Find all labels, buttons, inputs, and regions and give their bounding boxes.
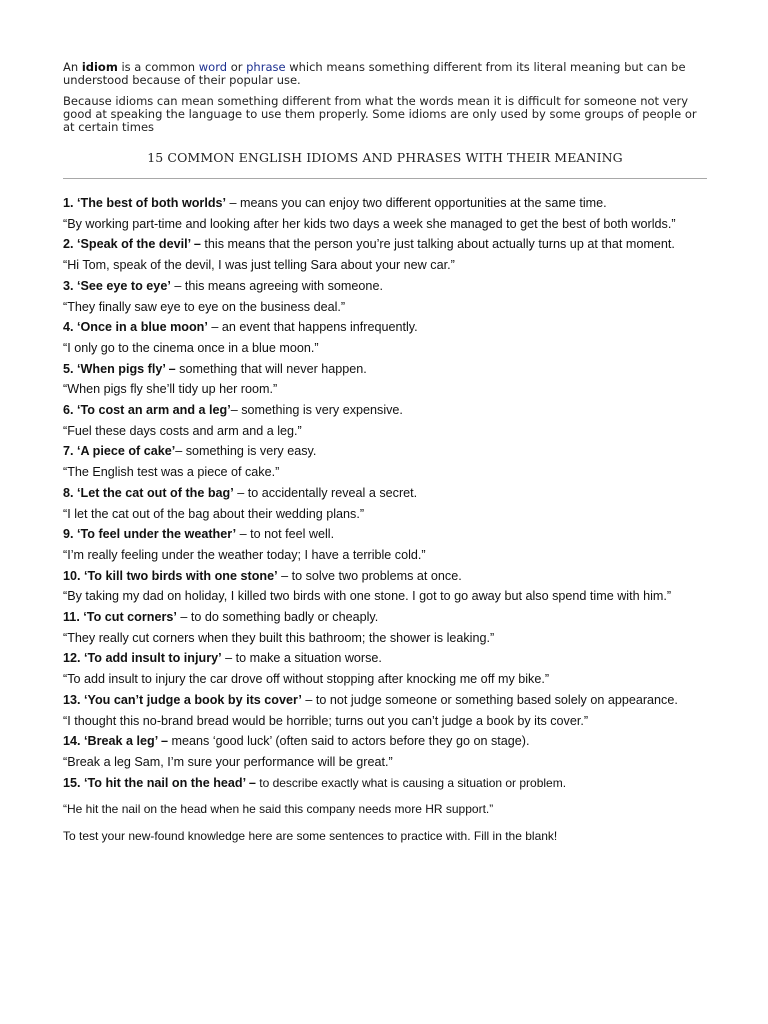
idiom-entry — [63, 441, 705, 462]
idiom-entry — [63, 483, 705, 504]
idiom-phrase: 5. ‘When pigs fly’ – — [63, 361, 176, 376]
intro-text: is a common — [117, 60, 199, 74]
idiom-example: “They really cut corners when they built this bathroom; the shower is leaking.” — [63, 630, 495, 645]
idiom-example: “When pigs fly she’ll tidy up her room.” — [63, 382, 278, 397]
idiom-meaning: means ‘good luck’ (often said to actors before they go on stage). — [168, 734, 530, 749]
idiom-entry — [63, 773, 705, 794]
idiom-example: “He hit the nail on the head when he said this company needs more HR support.” — [63, 802, 494, 817]
idiom-phrase: 10. ‘To kill two birds with one stone’ — [63, 568, 278, 583]
idiom-entry — [63, 731, 705, 752]
idiom-phrase: 7. ‘A piece of cake’ — [63, 444, 176, 459]
idiom-phrase: 13. ‘You can’t judge a book by its cover’ — [63, 692, 302, 707]
idiom-meaning: – to solve two problems at once. — [277, 568, 462, 583]
idiom-entry — [63, 607, 705, 628]
idiom-entry — [63, 566, 705, 587]
idiom-meaning: to describe exactly what is causing a situation or problem. — [255, 775, 567, 790]
idiom-phrase: 15. ‘To hit the nail on the head’ – — [63, 775, 256, 790]
idiom-meaning: – to accidentally reveal a secret. — [233, 485, 418, 500]
idiom-meaning: – means you can enjoy two different opportunities at the same time. — [226, 196, 607, 210]
idiom-meaning: something that will never happen. — [175, 361, 367, 376]
idiom-example: “To add insult to injury the car drove off without stopping after knocking me off my bike.” — [63, 672, 550, 687]
idiom-entry — [63, 276, 705, 297]
intro-text: or — [227, 60, 247, 74]
idiom-entry — [63, 400, 705, 421]
idiom-phrase: 3. ‘See eye to eye’ — [63, 278, 171, 293]
page-title: 15 COMMON ENGLISH IDIOMS AND PHRASES WITH THEIR MEANING — [147, 150, 623, 165]
idiom-meaning: – an event that happens infrequently. — [207, 320, 418, 335]
idiom-phrase: 4. ‘Once in a blue moon’ — [63, 320, 208, 335]
idiom-list — [63, 193, 705, 847]
idiom-entry — [63, 193, 705, 214]
idiom-example: “Break a leg Sam, I’m sure your performance will be great.” — [63, 754, 393, 769]
idiom-example: “Hi Tom, speak of the devil, I was just telling Sara about your new car.” — [63, 258, 455, 273]
practice-instruction: To test your new-found knowledge here are some sentences to practice with. Fill in the blank! — [63, 829, 558, 844]
idiom-entry — [63, 690, 705, 711]
idiom-example: “I let the cat out of the bag about their wedding plans.” — [63, 506, 365, 521]
idiom-phrase: 1. ‘The best of both worlds’ — [63, 196, 227, 210]
intro-term-idiom: idiom — [81, 60, 118, 74]
link-phrase[interactable]: phrase — [246, 60, 286, 74]
idiom-phrase: 6. ‘To cost an arm and a leg’ — [63, 403, 231, 418]
idiom-phrase: 8. ‘Let the cat out of the bag’ — [63, 485, 234, 500]
idiom-example: “By working part-time and looking after her kids two days a week she managed to get the best of both worlds.” — [63, 216, 676, 231]
idiom-phrase: 12. ‘To add insult to injury’ — [63, 651, 222, 666]
idiom-meaning: – to do something badly or cheaply. — [176, 610, 379, 625]
link-word[interactable]: word — [198, 60, 228, 74]
idiom-phrase: 2. ‘Speak of the devil’ – — [63, 237, 201, 252]
idiom-example: “The English test was a piece of cake.” — [63, 465, 280, 480]
intro-paragraph-usage: Because idioms can mean something different from what the words mean it is difficult for someone not very good at speaking the language to use them properly. Some idioms are only used by some groups of people or at certain times — [63, 94, 697, 134]
idiom-entry — [63, 234, 705, 255]
idiom-phrase: 11. ‘To cut corners’ — [63, 610, 177, 625]
idiom-example: “By taking my dad on holiday, I killed two birds with one stone. I got to go away but also spend time with him.” — [63, 589, 672, 604]
idiom-phrase: 9. ‘To feel under the weather’ — [63, 527, 237, 542]
idiom-example: “I’m really feeling under the weather today; I have a terrible cold.” — [63, 547, 426, 562]
idiom-meaning: – to make a situation worse. — [221, 651, 382, 666]
idiom-example: “I only go to the cinema once in a blue moon.” — [63, 340, 319, 355]
idiom-example: “Fuel these days costs and arm and a leg.” — [63, 423, 302, 438]
idiom-example: “I thought this no-brand bread would be horrible; turns out you can’t judge a book by its cover.” — [63, 713, 589, 728]
idiom-entry — [63, 524, 705, 545]
intro-paragraph-definition — [63, 61, 707, 87]
idiom-entry — [63, 648, 705, 669]
idiom-meaning: – something is very easy. — [175, 444, 317, 459]
idiom-meaning: this means that the person you’re just talking about actually turns up at that moment. — [200, 237, 675, 252]
intro-text: which means something different from its literal meaning but can be understood because of their popular use. — [63, 60, 686, 87]
idiom-meaning: – to not judge someone or something based solely on appearance. — [301, 692, 678, 707]
intro-text: An — [63, 60, 82, 74]
idiom-entry — [63, 359, 705, 380]
idiom-phrase: 14. ‘Break a leg’ – — [63, 734, 169, 749]
title-divider — [63, 178, 707, 179]
idiom-meaning: – this means agreeing with someone. — [170, 278, 383, 293]
idiom-meaning: – to not feel well. — [236, 527, 335, 542]
idiom-entry — [63, 317, 705, 338]
idiom-meaning: – something is very expensive. — [230, 403, 403, 418]
idiom-example: “They finally saw eye to eye on the business deal.” — [63, 299, 346, 314]
